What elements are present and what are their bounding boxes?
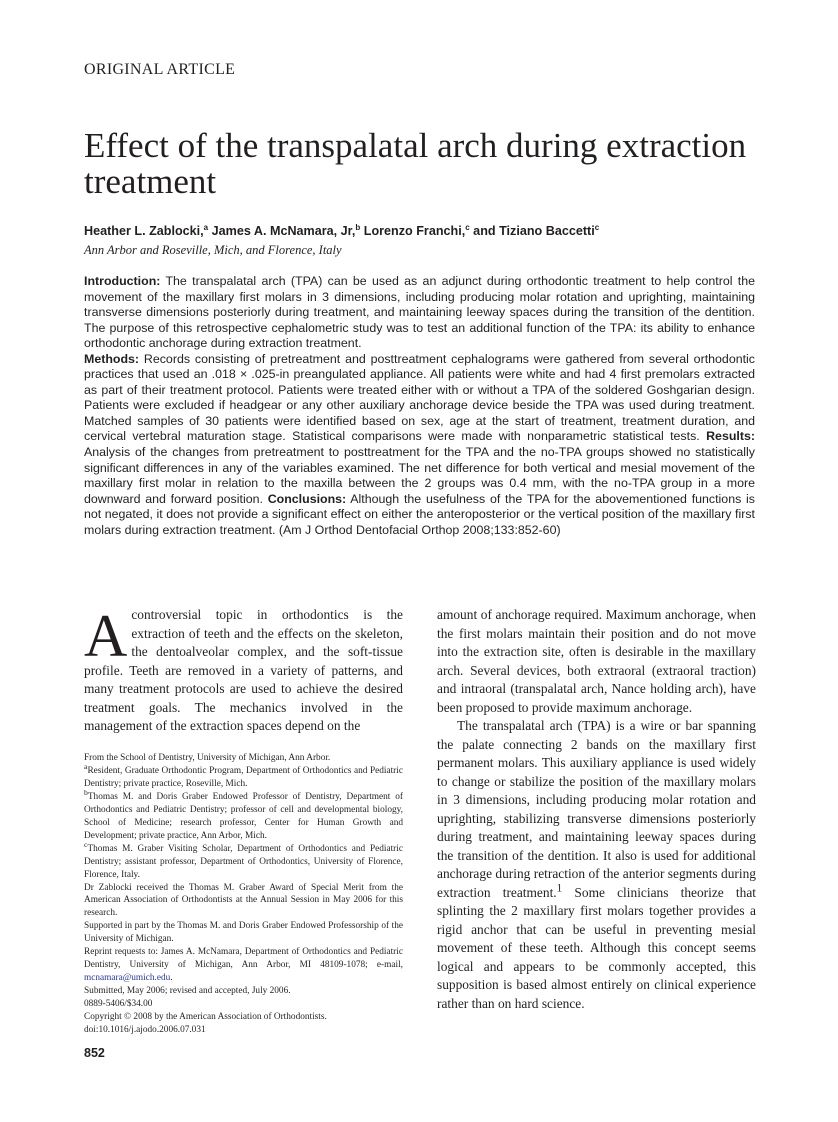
body-paragraph bbox=[437, 717, 756, 1013]
footnote-doi: doi:10.1016/j.ajodo.2006.07.031 bbox=[84, 1025, 206, 1036]
abstract bbox=[84, 274, 755, 538]
abstract-heading: Introduction: bbox=[84, 274, 161, 288]
abstract-heading: Methods: bbox=[84, 351, 140, 366]
author-sup: b bbox=[355, 222, 361, 232]
footnote: $^b$Thomas M. and Doris Graber Endowed Professor of Dentistry, Department of Orthodontics and Pediatric Dentistry; professor of cell and developmental biology, School of Medicine; research professor, Center for Human Growth and Development; private practice, Ann Arbor, Mich. bbox=[84, 787, 403, 841]
page-number: 852 bbox=[84, 1046, 105, 1060]
body-column-2 bbox=[437, 606, 756, 1013]
reference-marker[interactable]: 1 bbox=[556, 882, 563, 895]
footnote: Copyright © 2008 by the American Association of Orthodontists. bbox=[84, 1012, 327, 1023]
footnote: $^a$Resident, Graduate Orthodontic Program, Department of Orthodontics and Pediatric Dentistry; private practice, Roseville, Mich. bbox=[84, 761, 403, 789]
author: Heather L. Zablocki, bbox=[84, 224, 204, 238]
body-paragraph: amount of anchorage required. Maximum anchorage, when the first molars maintain their position and do not move into the extraction site, often is desirable in the maxillary arch. Several devices, both extraoral (extraoral traction) and intraoral (transpalatal arch, Nance holding arch), have been proposed to provide maximum anchorage. bbox=[437, 607, 756, 715]
body-text: The transpalatal arch (TPA) is a wire or bar spanning the palate connecting 2 bands on the maxillary first permanent molars. This auxiliary appliance is used widely to change or stabilize the position of the maxillary molars in 3 dimensions, including producing molar rotation and uprighting, stabilizing transverse dimensions posteriorly during treatment, and maintaining leeway spaces during the transition of the dentition. It also is used for additional anchorage during retraction of the anterior segments during extraction treatment. bbox=[437, 718, 756, 900]
footnote: From the School of Dentistry, University of Michigan, Ann Arbor. bbox=[84, 753, 331, 763]
author: James A. McNamara, Jr, bbox=[208, 224, 356, 238]
footnote: $^c$Thomas M. Graber Visiting Scholar, Department of Orthodontics and Pediatric Dentistry; assistant professor, Department of Orthodontics, University of Florence, Florence, Italy. bbox=[84, 839, 403, 880]
email-link[interactable]: mcnamara@umich.edu bbox=[84, 973, 171, 984]
abstract-text: Although the usefulness of the TPA for the abovementioned functions is not negated, it does not provide a significant effect on either the anteroposterior or the vertical position of the maxillary first molars during extraction treatment. (Am J Orthod Dentofacial Orthop 2008;133:852-60) bbox=[84, 491, 755, 537]
abstract-heading: Conclusions: bbox=[267, 491, 347, 506]
body-text: Some clinicians theorize that splinting the 2 maxillary first molars together provides a rigid anchor that can be useful in preventing mesial movement of these teeth. Although this concept seems logical and appears to be commonly accepted, this supposition is based almost entirely on clinical experience rather than on hard science. bbox=[437, 884, 757, 1011]
author: Lorenzo Franchi, bbox=[360, 224, 466, 238]
abstract-text: The transpalatal arch (TPA) can be used as an adjunct during orthodontic treatment to help control the movement of the maxillary first molars in 3 dimensions, including producing molar rotation and uprighting, maintaining transverse dimensions posteriorly during treatment, and maintaining leeway spaces during the transition of the dentition. The purpose of this retrospective cephalometric study was to test an additional function of the TPA: its ability to enhance orthodontic anchorage during extraction treatment. bbox=[84, 274, 755, 351]
drop-cap: A bbox=[84, 603, 128, 669]
abstract-text: Records consisting of pretreatment and posttreatment cephalograms were gathered from several orthodontic practices that used an .018 × .025-in preangulated appliance. All patients were white and had 4 first premolars extracted as part of their treatment protocol. Patients were treated either with or without a TPA of the soldered Goshgarian design. Patients were excluded if headgear or any other auxiliary anchorage device beside the TPA was used during treatment. Matched samples of 30 patients were identified based on sex, age at the start of treatment, treatment duration, and cervical vertebral maturation stage. Statistical comparisons were made with nonparametric statistical tests. bbox=[84, 351, 755, 444]
abstract-heading: Results: bbox=[706, 429, 755, 444]
abstract-text: Analysis of the changes from pretreatment to posttreatment for the TPA and the no-TPA groups showed no statistically significant differences in any of the variables examined. The net difference for both vertical and mesial movement of the maxillary first molar in relation to the maxilla between the 2 groups was 0.4 mm, with the no-TPA group in a more downward and forward position. bbox=[84, 445, 755, 506]
footnote: Supported in part by the Thomas M. and Doris Graber Endowed Professorship of the University of Michigan. bbox=[84, 921, 403, 945]
author: and Tiziano Baccetti bbox=[469, 224, 595, 238]
footnote: Submitted, May 2006; revised and accepted, July 2006. bbox=[84, 986, 291, 997]
article-title: Effect of the transpalatal arch during extraction treatment bbox=[84, 126, 747, 201]
footnote: 0889-5406/$34.00 bbox=[84, 999, 153, 1010]
footnote: Reprint requests to: James A. McNamara, Department of Orthodontics and Pediatric Dentistry, University of Michigan, Ann Arbor, MI 48109-1078; e-mail, mcnamara@umich.edu. bbox=[84, 947, 403, 984]
affiliation: Ann Arbor and Roseville, Mich, and Florence, Italy bbox=[84, 243, 342, 257]
body-text: controversial topic in orthodontics is the extraction of teeth and the effects on the skeleton, the dentoalveolar complex, and the soft-tissue profile. Teeth are removed in a variety of patterns, and many treatment protocols are used to achieve the desired treatment goals. The mechanics involved in the management of the extraction spaces depend on the bbox=[84, 607, 403, 733]
author-list bbox=[84, 224, 599, 238]
footnote: Dr Zablocki received the Thomas M. Graber Award of Special Merit from the American Association of Orthodontists at the Annual Session in May 2006 for this research. bbox=[84, 882, 403, 919]
body-column-1 bbox=[84, 603, 403, 736]
author-sup: a bbox=[203, 222, 209, 232]
author-sup: c bbox=[465, 222, 470, 232]
footnotes bbox=[84, 752, 403, 1037]
author-sup: c bbox=[594, 222, 600, 232]
section-label: ORIGINAL ARTICLE bbox=[84, 61, 236, 78]
